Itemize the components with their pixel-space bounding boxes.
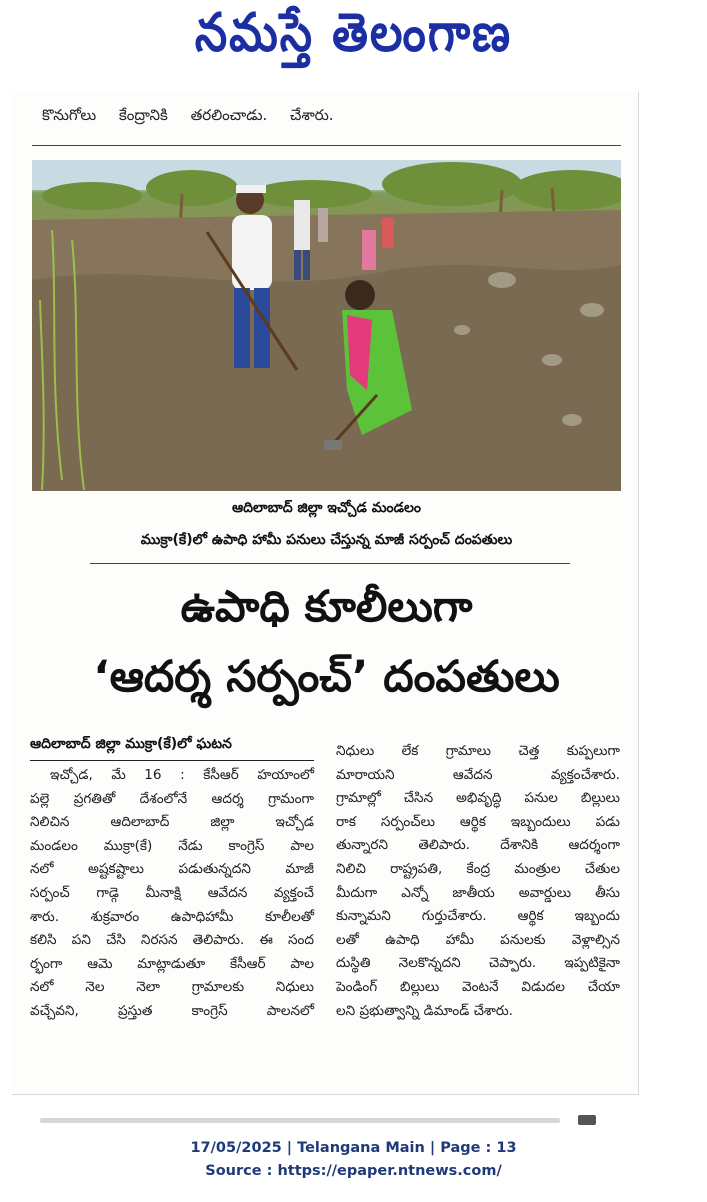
article-line: దుస్థితి నెలకొన్నదని చెప్పారు. ఇప్పటికైనా bbox=[336, 955, 620, 972]
article-line: నిధులు లేక గ్రామాలు చెత్త కుప్పలుగా bbox=[336, 743, 620, 759]
field-work-illustration bbox=[32, 160, 621, 491]
article-line: పల్లె ప్రగతితో దేశంలోనే ఆదర్శ గ్రామంగా bbox=[30, 790, 314, 807]
footer-date-edition: 17/05/2025 | Telangana Main | Page : 13 bbox=[190, 1140, 517, 1156]
article-line: లని ప్రభుత్వాన్ని డిమాండ్ చేశారు. bbox=[336, 1002, 513, 1019]
footer-source-link[interactable]: Source : https://epaper.ntnews.com/ bbox=[205, 1163, 502, 1179]
photo-caption-line-1: ఆదిలాబాద్ జిల్లా ఇచ్చోడ మండలం bbox=[231, 500, 422, 516]
article-line: నలో నెల నెలా గ్రామాలకు నిధులు bbox=[30, 979, 314, 996]
article-line: మారాయని ఆవేదన వ్యక్తంచేశారు. bbox=[336, 766, 620, 783]
article-line: శారు. శుక్రవారం ఉపాధిహామీ కూలీలతో bbox=[30, 908, 314, 925]
article-line: కలిసి పని చేసి నిరసన తెలిపారు. ఈ సంద bbox=[30, 932, 314, 949]
article-line: ర్భంగా ఆమె మాట్లాడుతూ కేసీఆర్ పాల bbox=[30, 955, 314, 972]
article-line: నిలిచి రాష్ట్రపతి, కేంద్ర మంత్రుల చేతుల bbox=[336, 860, 620, 877]
article-column-right bbox=[336, 740, 620, 1023]
article-line: నలో అష్టకష్టాలు పడుతున్నదని మాజీ bbox=[30, 861, 314, 878]
clipping-edge-residue bbox=[40, 1118, 560, 1123]
headline-line-2: ‘ఆదర్శ సర్పంచ్’ దంపతులు bbox=[93, 652, 560, 702]
article-line: తున్నారని తెలిపారు. దేశానికి ఆదర్శంగా bbox=[336, 837, 620, 854]
article-line: సర్పంచ్ గాడ్గె మీనాక్షి ఆవేదన వ్యక్తంచే bbox=[30, 884, 314, 901]
caption-divider bbox=[90, 563, 570, 564]
article-line: మీదుగా ఎన్నో జాతీయ అవార్డులు తీసు bbox=[336, 884, 620, 901]
previous-article-fragment: కొనుగోలు కేంద్రానికి తరలించాడు. చేశారు. bbox=[42, 106, 334, 124]
article-line: మండలం ముక్రా(కే) నేడు కాంగ్రెస్ పాల bbox=[30, 837, 314, 854]
headline-line-1: ఉపాధి కూలీలుగా bbox=[180, 582, 473, 632]
article-photo bbox=[32, 160, 621, 491]
article-line: కున్నామని గుర్తుచేశారు. ఆర్థిక ఇబ్బందు bbox=[336, 908, 620, 925]
article-line: రాక సర్పంచ్‌లు ఆర్థిక ఇబ్బందులు పడు bbox=[336, 813, 620, 830]
article-line: వచ్చేవని, ప్రస్తుత కాంగ్రెస్ పాలనలో bbox=[30, 1002, 314, 1019]
subheadline: ఆదిలాబాద్ జిల్లా ముక్రా(కే)లో ఘటన bbox=[30, 736, 232, 752]
masthead-logo: నమస్తే తెలంగాణ bbox=[194, 1, 513, 64]
article-line: లతో ఉపాధి హామీ పనులకు వెళ్లాల్సిన bbox=[336, 931, 620, 948]
article-line: పెండింగ్ బిల్లులు వెంటనే విడుదల చేయా bbox=[336, 978, 620, 995]
article-column-left bbox=[30, 764, 314, 1024]
masthead bbox=[0, 0, 707, 78]
clipping-edge-mark bbox=[578, 1115, 596, 1125]
photo-caption-line-2: ముక్రా(కే)లో ఉపాధి హామీ పనులు చేస్తున్న మాజీ సర్పంచ్ దంపతులు bbox=[140, 532, 513, 548]
article-line: గ్రామాల్లో చేసిన అభివృద్ధి పనుల బిల్లులు bbox=[336, 790, 620, 807]
article-line: నిలిచిన ఆదిలాబాద్ జిల్లా ఇచ్చోడ bbox=[30, 814, 314, 831]
article-line: ఇచ్చోడ, మే 16 : కేసీఆర్ హయాంలో bbox=[50, 767, 314, 783]
top-divider bbox=[32, 145, 621, 146]
subheadline-divider bbox=[30, 760, 314, 761]
